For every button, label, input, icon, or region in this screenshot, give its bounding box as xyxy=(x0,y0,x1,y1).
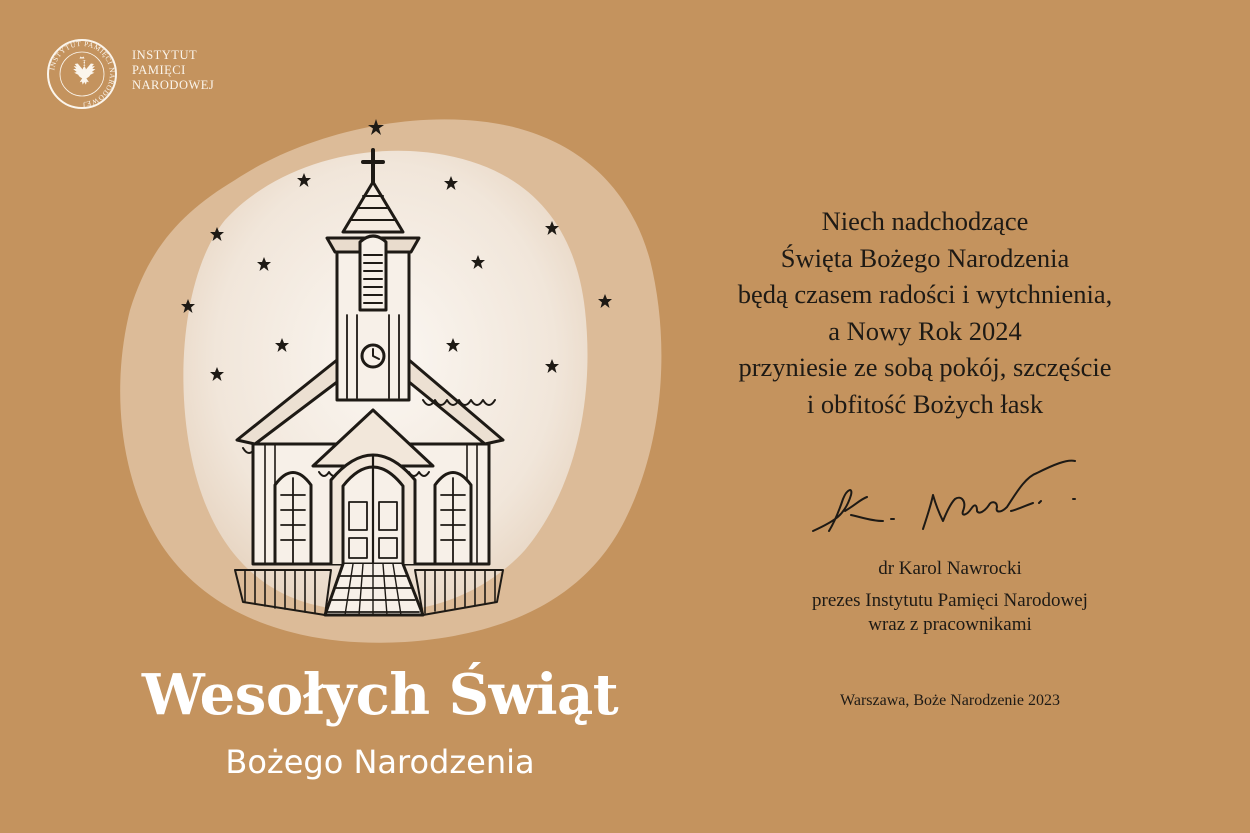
wish-line-3: będą czasem radości i wytchnienia, xyxy=(737,279,1113,309)
greeting-subtitle: Bożego Narodzenia xyxy=(225,743,535,781)
polish-eagle-seal-icon xyxy=(46,38,118,110)
wish-line-2: Święta Bożego Narodzenia xyxy=(780,242,1070,273)
ipn-logo xyxy=(46,38,226,110)
logo-line-1: INSTYTUT xyxy=(132,48,198,62)
wish-line-1: Niech nadchodzące xyxy=(821,206,1029,236)
svg-text:INSTYTUT PAMIĘCI NARODOWEJ: INSTYTUT PAMIĘCI NARODOWEJ xyxy=(48,39,117,109)
signer-role-line-2: wraz z pracownikami xyxy=(868,614,1032,635)
wish-line-5: przyniesie ze sobą pokój, szczęście xyxy=(738,352,1112,382)
greeting-title: Wesołych Świąt xyxy=(141,662,619,728)
signer-role xyxy=(740,589,1160,637)
place-date: Warszawa, Boże Narodzenie 2023 xyxy=(840,692,1060,709)
signer-role-line-1: prezes Instytutu Pamięci Narodowej xyxy=(812,590,1088,611)
logo-wordmark xyxy=(132,48,214,93)
wish-text xyxy=(640,203,1210,422)
wish-line-4: a Nowy Rok 2024 xyxy=(828,315,1022,346)
logo-line-3: NARODOWEJ xyxy=(132,78,215,92)
church-with-stars-icon xyxy=(105,110,665,650)
wish-line-6: i obfitość Bożych łask xyxy=(806,388,1044,419)
handwritten-signature-icon xyxy=(805,455,1095,535)
logo-line-2: PAMIĘCI xyxy=(132,63,186,77)
signer-name: dr Karol Nawrocki xyxy=(878,558,1022,579)
